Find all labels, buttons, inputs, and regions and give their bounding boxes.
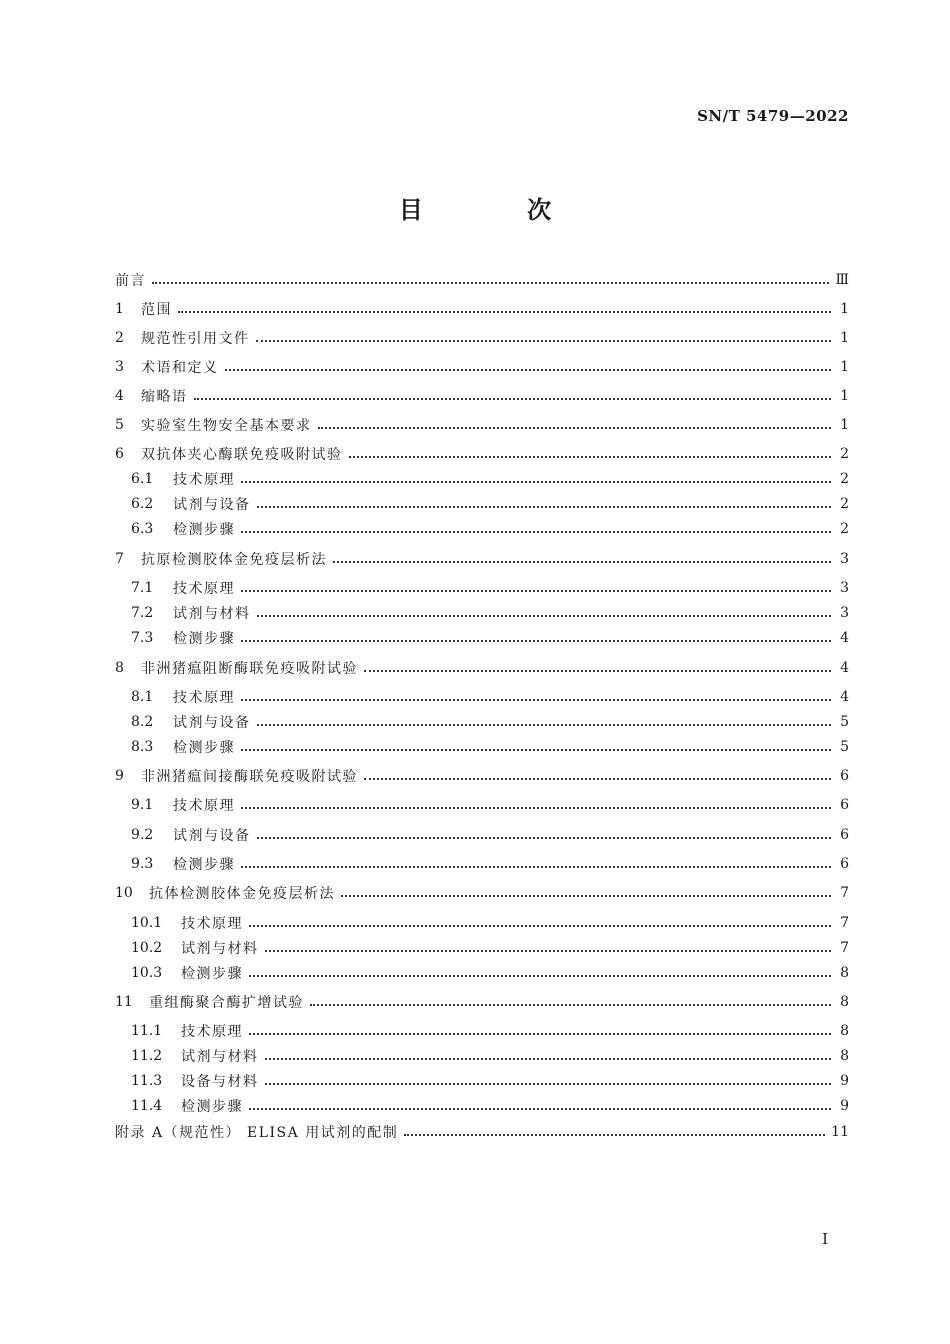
toc-dot-leader [364,778,831,780]
toc-entry[interactable] [131,794,849,816]
toc-dot-leader [249,1033,831,1035]
toc-dot-leader [178,311,831,313]
toc-entry-number: 9.3 [131,856,154,872]
toc-entry-number: 9 [115,768,124,784]
toc-entry-label: 前言 [115,273,146,289]
toc-entry-label: 规范性引用文件 [141,331,250,347]
toc-entry-page: 8 [840,1023,849,1039]
toc-entry-page: 2 [840,471,849,487]
toc-entry-page: 9 [840,1073,849,1089]
toc-dot-leader [257,724,832,726]
toc-dot-leader [194,398,832,400]
toc-entry-label: 技术原理 [173,690,235,706]
toc-entry-page: 7 [840,915,849,931]
toc-entry-page: 6 [840,827,849,843]
footer-page-number: I [822,1230,828,1248]
toc-entry-label: 试剂与设备 [173,828,251,844]
toc-entry[interactable] [131,1095,849,1117]
toc-entry[interactable] [131,493,849,515]
toc-entry-number: 8.3 [131,739,154,755]
toc-entry-page: 7 [840,885,849,901]
toc-dot-leader [318,427,832,429]
toc-entry[interactable] [131,853,849,875]
toc-entry[interactable] [131,1045,849,1067]
toc-entry-number: 11.3 [131,1073,163,1089]
toc-entry-page: 4 [840,660,849,676]
toc-dot-leader [256,340,832,342]
toc-entry[interactable] [115,548,849,570]
toc-entry-label: 试剂与材料 [181,941,259,957]
toc-entry-number: 7 [115,551,124,567]
toc-entry-page: 2 [840,521,849,537]
toc-entry[interactable] [131,1020,849,1042]
toc-entry[interactable] [115,991,849,1013]
toc-entry-page: 8 [840,1048,849,1064]
toc-entry-label: 非洲猪瘟阻断酶联免疫吸附试验 [141,661,358,677]
toc-entry-number: 11.2 [131,1048,163,1064]
toc-entry-page: 1 [840,359,849,375]
toc-entry-page: 1 [840,330,849,346]
toc-entry-number: 7.3 [131,630,154,646]
toc-entry-page: 2 [840,496,849,512]
toc-entry-page: 3 [840,605,849,621]
toc-entry-label: 检测步骤 [173,740,235,756]
toc-entry-page: 5 [840,739,849,755]
toc-entry-label: 范围 [141,302,172,318]
toc-entry-number: 11 [115,994,133,1010]
toc-entry-number: 8 [115,660,124,676]
toc-entry-page: 6 [840,768,849,784]
toc-entry[interactable] [115,385,849,407]
toc-dot-leader [341,895,831,897]
toc-entry-number: 10.1 [131,915,163,931]
toc-entry-number: 4 [115,388,124,404]
toc-entry-number: 8.1 [131,689,154,705]
toc-dot-leader [249,975,831,977]
toc-entry-label: 非洲猪瘟间接酶联免疫吸附试验 [141,769,358,785]
toc-entry-page: 6 [840,797,849,813]
toc-dot-leader [241,807,831,809]
toc-entry[interactable] [131,518,849,540]
toc-entry-page: 5 [840,714,849,730]
toc-dot-leader [249,925,831,927]
toc-entry-page: Ⅲ [835,272,849,288]
toc-entry-label: 技术原理 [173,581,235,597]
toc-entry-number: 11.1 [131,1023,163,1039]
toc-entry[interactable] [131,1070,849,1092]
toc-entry-number: 10 [115,885,133,901]
toc-entry-number: 7.2 [131,605,154,621]
toc-entry[interactable] [131,686,849,708]
toc-entry[interactable] [131,627,849,649]
toc-entry[interactable] [115,414,849,436]
toc-entry-number: 11.4 [131,1098,163,1114]
toc-entry-label: 检测步骤 [173,631,235,647]
toc-entry-number: 3 [115,359,124,375]
toc-dot-leader [152,282,829,284]
toc-entry-page: 9 [840,1098,849,1114]
toc-entry-number: 2 [115,330,124,346]
toc-entry[interactable] [131,824,849,846]
toc-entry-label: 重组酶聚合酶扩增试验 [149,995,304,1011]
toc-dot-leader [241,866,831,868]
toc-dot-leader [364,670,831,672]
toc-entry-label: 实验室生物安全基本要求 [141,418,312,434]
toc-entry[interactable] [115,269,849,291]
toc-dot-leader [241,699,831,701]
toc-entry-label: 检测步骤 [181,966,243,982]
toc-entry[interactable] [131,962,849,984]
toc-entry-label: 附录 A（规范性） ELISA 用试剂的配制 [115,1125,399,1141]
toc-entry[interactable] [115,327,849,349]
toc-entry[interactable] [115,443,849,465]
toc-dot-leader [257,837,832,839]
toc-dot-leader [265,1058,832,1060]
toc-entry-number: 6 [115,446,124,462]
toc-entry-page: 4 [840,689,849,705]
toc-entry-number: 6.3 [131,521,154,537]
toc-entry[interactable] [115,298,849,320]
toc-entry[interactable] [115,356,849,378]
toc-dot-leader [241,481,831,483]
toc-entry[interactable] [131,912,849,934]
toc-entry-label: 抗体检测胶体金免疫层析法 [149,886,335,902]
toc-entry-number: 1 [115,301,124,317]
toc-dot-leader [241,531,831,533]
toc-entry-page: 6 [840,856,849,872]
toc-dot-leader [241,590,831,592]
toc-entry-label: 试剂与材料 [173,606,251,622]
toc-dot-leader [257,615,832,617]
toc-dot-leader [241,749,831,751]
toc-entry-page: 1 [840,301,849,317]
toc-entry-page: 4 [840,630,849,646]
toc-entry[interactable] [131,736,849,758]
toc-dot-leader [265,950,832,952]
toc-entry-label: 试剂与材料 [181,1049,259,1065]
toc-entry-label: 抗原检测胶体金免疫层析法 [141,552,327,568]
toc-entry-label: 试剂与设备 [173,497,251,513]
toc-entry-label: 技术原理 [181,916,243,932]
toc-entry-label: 双抗体夹心酶联免疫吸附试验 [141,447,343,463]
toc-dot-leader [265,1083,832,1085]
toc-entry-label: 缩略语 [141,389,188,405]
toc-entry-page: 2 [840,446,849,462]
toc-entry-page: 7 [840,940,849,956]
toc-entry-page: 8 [840,965,849,981]
toc-entry-page: 1 [840,388,849,404]
toc-dot-leader [404,1134,825,1136]
toc-entry-label: 检测步骤 [173,857,235,873]
toc-entry[interactable] [131,468,849,490]
toc-entry-number: 6.1 [131,471,154,487]
toc-dot-leader [333,561,831,563]
toc-entry[interactable] [131,577,849,599]
toc-dot-leader [225,369,832,371]
toc-entry[interactable] [131,602,849,624]
toc-entry-number: 9.2 [131,827,154,843]
toc-entry-label: 术语和定义 [141,360,219,376]
toc-dot-leader [310,1004,831,1006]
toc-entry-number: 5 [115,417,124,433]
toc-entry-label: 设备与材料 [181,1074,259,1090]
toc-dot-leader [349,456,832,458]
toc-entry[interactable] [131,711,849,733]
toc-entry-label: 技术原理 [173,798,235,814]
toc-entry-number: 9.1 [131,797,154,813]
toc-title: 目 次 [398,195,600,224]
toc-entry-page: 8 [840,994,849,1010]
toc-entry-label: 技术原理 [173,472,235,488]
toc-entry[interactable] [131,937,849,959]
toc-entry-number: 10.2 [131,940,163,956]
toc-entry[interactable] [115,1121,849,1143]
toc-entry-label: 检测步骤 [173,522,235,538]
toc-entry[interactable] [115,657,849,679]
toc-dot-leader [249,1108,831,1110]
toc-entry-page: 3 [840,580,849,596]
toc-entry[interactable] [115,882,849,904]
document-code: SN/T 5479—2022 [697,107,849,125]
toc-entry-page: 1 [840,417,849,433]
toc-entry[interactable] [115,765,849,787]
toc-entry-label: 技术原理 [181,1024,243,1040]
toc-entry-page: 3 [840,551,849,567]
toc-entry-number: 10.3 [131,965,163,981]
toc-entry-label: 试剂与设备 [173,715,251,731]
toc-entry-label: 检测步骤 [181,1099,243,1115]
toc-entry-number: 7.1 [131,580,154,596]
toc-entry-page: 11 [831,1124,849,1140]
toc-entry-number: 8.2 [131,714,154,730]
toc-dot-leader [257,506,832,508]
toc-dot-leader [241,640,831,642]
toc-entry-number: 6.2 [131,496,154,512]
